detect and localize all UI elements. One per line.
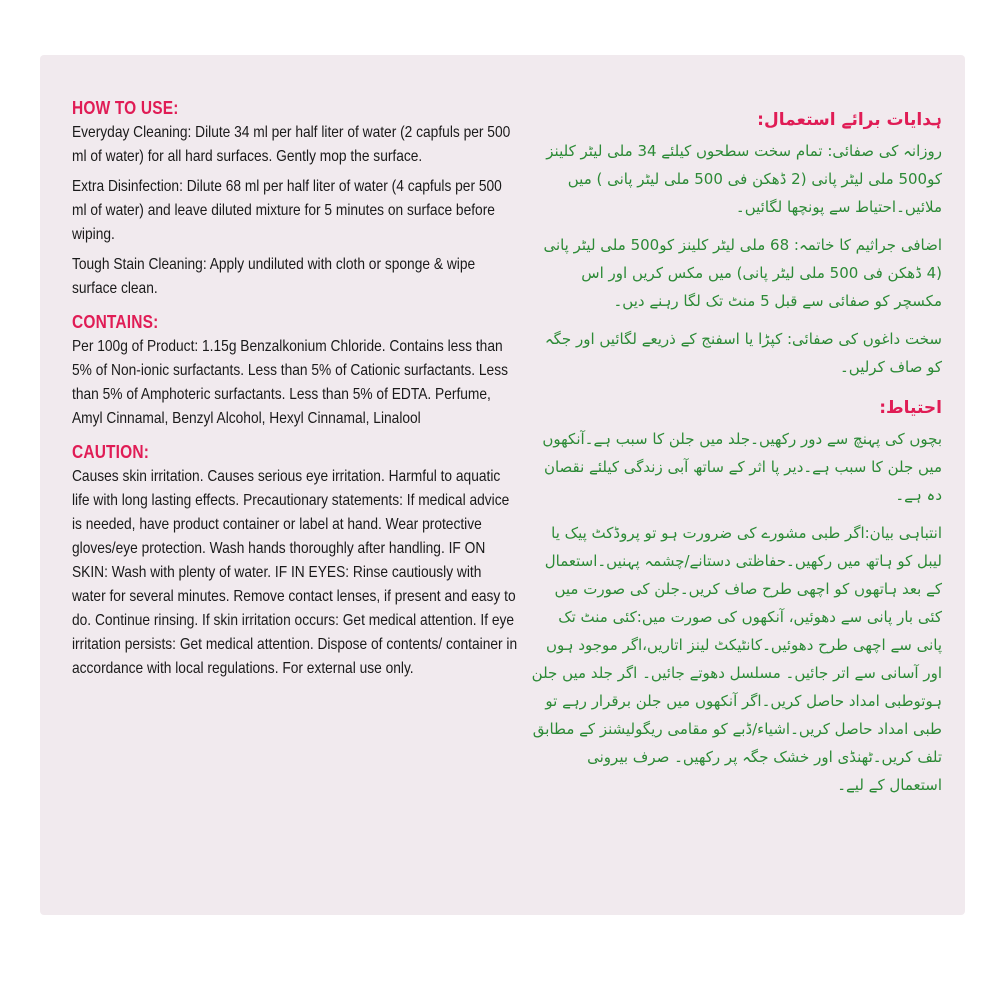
contains-section: [72, 309, 517, 431]
urdu-stain-text: سخت داغوں کی صفائی: کپڑا یا اسفنج کے ذریعے لگائیں اور جگہ کو صاف کرلیں۔: [544, 330, 942, 376]
contains-heading: CONTAINS:: [72, 312, 159, 332]
urdu-extra-text: اضافی جراثیم کا خاتمہ: 68 ملی لیٹر کلینز کو500 ملی لیٹر پانی (4 ڈھکن فی 500 ملی لیٹر پانی) میں مکس کریں اور اس مکسچر کو صفائی سے قبل 5 منٹ تک لگا رہنے دیں۔: [543, 236, 942, 310]
urdu-directions-heading: ہدایات برائے استعمال:: [757, 110, 942, 130]
urdu-column: [530, 107, 942, 813]
contains-text: Per 100g of Product: 1.15g Benzalkonium Chloride. Contains less than 5% of Non-ionic surfactants. Less than 5% of Cationic surfactants. Less than 5% of Amphoteric surfactants. Less than 5% of EDTA. Perfume, Amyl Cinnamal, Benzyl Alcohol, Hexyl Cinnamal, Linalool: [72, 338, 508, 427]
urdu-daily-text: روزانہ کی صفائی: تمام سخت سطحوں کیلئے 34 ملی لیٹر کلینز کو500 ملی لیٹر پانی (2 ڈھکن فی 500 ملی لیٹر پانی ) میں ملائیں۔احتیاط سے پونچھا لگائیں۔: [546, 142, 942, 216]
urdu-caution-section: [530, 395, 942, 799]
caution-text: Causes skin irritation. Causes serious eye irritation. Harmful to aquatic life with long lasting effects. Precautionary statements: If medical advice is needed, have product container or label at hand. Wear protective gloves/eye protection. Wash hands thoroughly after handling. IF ON SKIN: Wash with plenty of water. IF IN EYES: Rinse cautiously with water for several minutes. Remove contact lenses, if present and easy to do. Continue rinsing. If skin irritation occurs: Get medical attention. If eye irritation persists: Get medical attention. Dispose of contents/ container in accordance with local regulations. For external use only.: [72, 468, 518, 677]
urdu-directions-section: [530, 107, 942, 381]
english-column: [72, 95, 517, 689]
caution-heading: CAUTION:: [72, 442, 150, 462]
label-panel: [40, 55, 965, 915]
everyday-cleaning-text: Everyday Cleaning: Dilute 34 ml per half liter of water (2 capfuls per 500 ml of water) for all hard surfaces. Gently mop the surface.: [72, 124, 511, 165]
extra-disinfection-text: Extra Disinfection: Dilute 68 ml per half liter of water (4 capfuls per 500 ml of water) and leave diluted mixture for 5 minutes on surface before wiping.: [72, 178, 502, 243]
how-to-use-section: [72, 95, 517, 301]
urdu-caution-text-1: بچوں کی پہنچ سے دور رکھیں۔جلد میں جلن کا سبب ہے۔آنکھوں میں جلن کا سبب ہے۔دیر پا اثر کے ساتھ آبی زندگی کیلئے نقصان دہ ہے۔: [542, 430, 942, 504]
how-to-use-heading: HOW TO USE:: [72, 98, 179, 118]
urdu-caution-heading: احتیاط:: [879, 398, 942, 418]
urdu-caution-text-2: انتباہی بیان:اگر طبی مشورے کی ضرورت ہو تو پروڈکٹ پیک یا لیبل کو ہاتھ میں رکھیں۔حفاظتی دستانے/چشمہ پہنیں۔استعمال کے بعد ہاتھوں کو اچھی طرح صاف کریں۔جلن کی صورت میں کئی بار پانی سے دھوئیں، آنکھوں کی صورت میں:کئی منٹ تک پانی سے اچھی طرح دھوئیں۔کانٹیکٹ لینز اتاریں،اگر موجود ہوں اور آسانی سے اتر جائیں۔ مسلسل دھوتے جائیں۔ اگر جلد میں جلن ہوتوطبی امداد حاصل کریں۔اگر آنکھوں میں جلن برقرار رہے تو طبی امداد حاصل کریں۔اشیاء/ڈبے کو مقامی ریگولیشنز کے مطابق تلف کریں۔ٹھنڈی اور خشک جگہ پر رکھیں۔ صرف بیرونی استعمال کے لیے۔: [531, 524, 942, 794]
caution-section: [72, 439, 517, 681]
tough-stain-text: Tough Stain Cleaning: Apply undiluted with cloth or sponge & wipe surface clean.: [72, 256, 476, 297]
